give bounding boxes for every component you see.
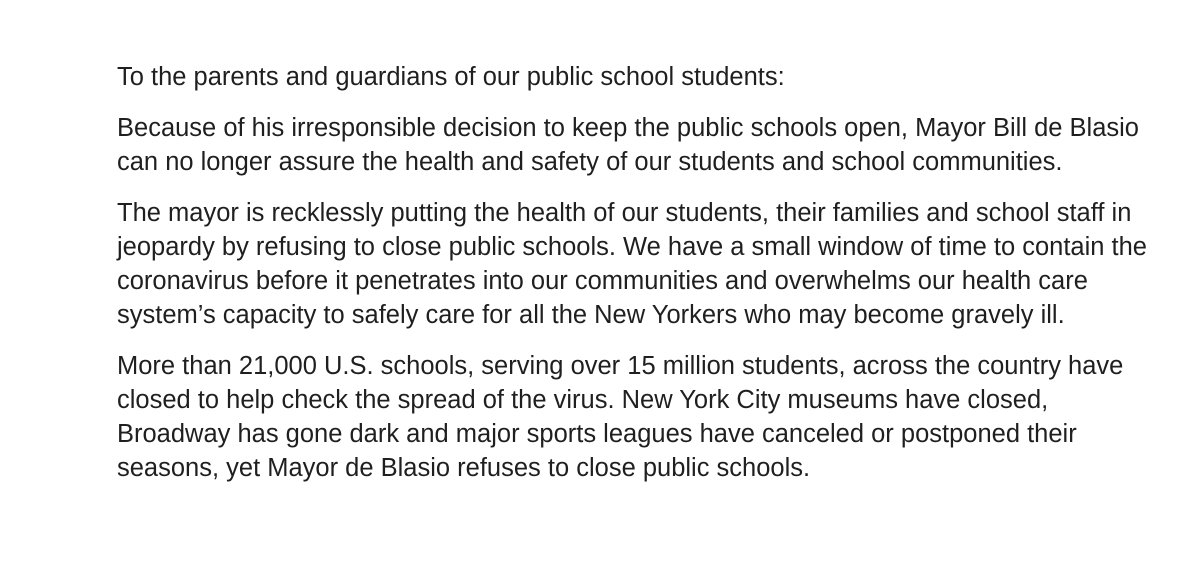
letter-paragraph: More than 21,000 U.S. schools, serving over 15 million students, across the country have closed to help check the spread of the virus. New York City museums have closed, Broadway has gone dark and major sports leagues have canceled or postponed their seasons, yet Mayor de Blasio refuses to close public schools. (117, 352, 1124, 482)
letter-paragraph: Because of his irresponsible decision to keep the public schools open, Mayor Bill de Blasio can no longer assure the health and safety of our students and school communities. (117, 114, 1139, 176)
letter-salutation: To the parents and guardians of our public school students: (117, 63, 785, 91)
letter-paragraph: The mayor is recklessly putting the health of our students, their families and school staff in jeopardy by refusing to close public schools. We have a small window of time to contain the coronavirus before it penetrates into our communities and overwhelms our health care system’s capacity to safely care for all the New Yorkers who may become gravely ill. (117, 199, 1147, 329)
letter-body (117, 60, 1157, 502)
